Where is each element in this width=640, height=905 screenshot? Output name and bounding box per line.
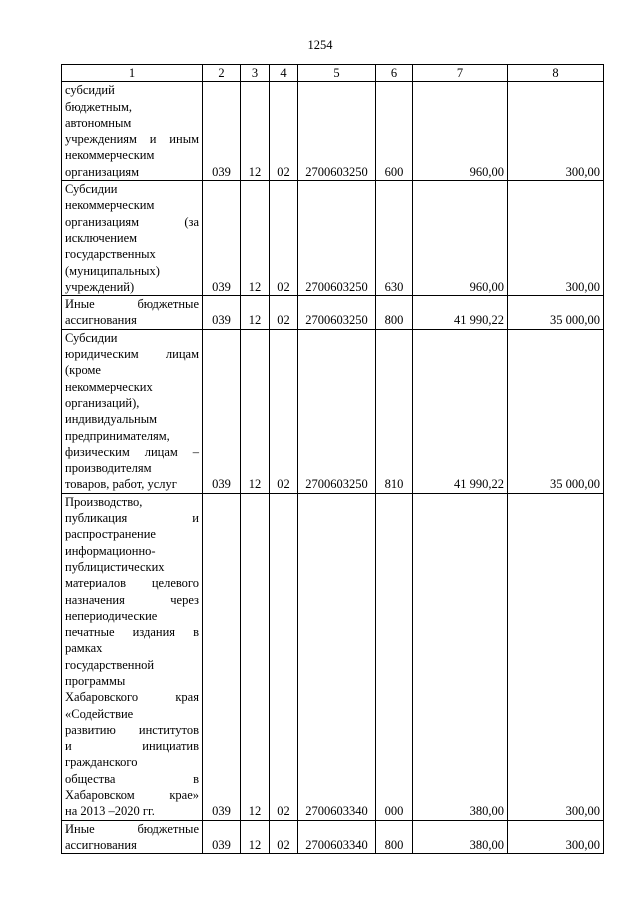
amount-approved-cell: 41 990,22 xyxy=(413,329,508,493)
row-name-line: печатные издания в xyxy=(65,625,199,640)
row-name-line: организациям xyxy=(65,164,140,179)
target-article-cell: 2700603250 xyxy=(298,181,376,296)
row-name-line: автономным xyxy=(65,115,132,130)
gov-code-cell: 039 xyxy=(203,820,241,854)
row-name-line: «Содействие xyxy=(65,706,134,721)
header-cell: 8 xyxy=(508,65,604,82)
row-name-line: производителям xyxy=(65,461,152,476)
row-name-line: предпринимателям, xyxy=(65,428,170,443)
row-name-line: субсидий xyxy=(65,83,115,98)
header-row xyxy=(62,65,604,82)
gov-code-cell: 039 xyxy=(203,493,241,820)
row-name-line: учреждениям и иным xyxy=(65,132,199,147)
row-name-line: организаций), xyxy=(65,395,140,410)
row-name-line: исключением xyxy=(65,230,138,245)
table-row xyxy=(62,82,604,181)
subsection-cell: 02 xyxy=(270,329,298,493)
row-name-line: ассигнования xyxy=(65,837,137,852)
section-cell: 12 xyxy=(241,82,270,181)
target-article-cell: 2700603340 xyxy=(298,820,376,854)
target-article-cell: 2700603340 xyxy=(298,493,376,820)
expense-type-cell: 800 xyxy=(376,296,413,330)
row-name-line: информационно- xyxy=(65,543,156,558)
header-cell: 5 xyxy=(298,65,376,82)
section-cell: 12 xyxy=(241,181,270,296)
amount-executed-cell: 300,00 xyxy=(508,493,604,820)
subsection-cell: 02 xyxy=(270,181,298,296)
section-cell: 12 xyxy=(241,296,270,330)
target-article-cell: 2700603250 xyxy=(298,329,376,493)
section-cell: 12 xyxy=(241,820,270,854)
row-name-line: (кроме xyxy=(65,363,101,378)
row-name-line: назначения через xyxy=(65,592,199,607)
row-name-cell xyxy=(62,181,203,296)
row-name-line: на 2013 –2020 гг. xyxy=(65,804,155,819)
row-name-line: Субсидии xyxy=(65,182,118,197)
row-name-line: физическим лицам – xyxy=(65,444,199,459)
row-name-cell xyxy=(62,82,203,181)
amount-executed-cell: 35 000,00 xyxy=(508,329,604,493)
amount-approved-cell: 380,00 xyxy=(413,820,508,854)
amount-executed-cell: 300,00 xyxy=(508,820,604,854)
header-cell: 7 xyxy=(413,65,508,82)
expense-type-cell: 630 xyxy=(376,181,413,296)
row-name-line: некоммерческим xyxy=(65,198,155,213)
subsection-cell: 02 xyxy=(270,82,298,181)
budget-table xyxy=(61,64,604,854)
expense-type-cell: 810 xyxy=(376,329,413,493)
row-name-line: Хабаровского края xyxy=(65,690,199,705)
row-name-line: публицистических xyxy=(65,559,165,574)
expense-type-cell: 800 xyxy=(376,820,413,854)
row-name-line: организациям (за xyxy=(65,214,199,229)
row-name-line: и инициатив xyxy=(65,739,199,754)
header-cell: 4 xyxy=(270,65,298,82)
header-cell: 1 xyxy=(62,65,203,82)
page-number: 1254 xyxy=(307,38,333,52)
row-name-line: Производство, xyxy=(65,494,143,509)
row-name-line: некоммерческих xyxy=(65,379,153,394)
gov-code-cell: 039 xyxy=(203,181,241,296)
table-row xyxy=(62,296,604,330)
table-row xyxy=(62,181,604,296)
table-row xyxy=(62,820,604,854)
row-name-line: (муниципальных) xyxy=(65,263,160,278)
subsection-cell: 02 xyxy=(270,493,298,820)
section-cell: 12 xyxy=(241,329,270,493)
header-cell: 3 xyxy=(241,65,270,82)
row-name-line: юридическим лицам xyxy=(65,347,199,362)
row-name-line: публикация и xyxy=(65,511,199,526)
row-name-line: государственной xyxy=(65,657,155,672)
amount-approved-cell: 380,00 xyxy=(413,493,508,820)
expense-type-cell: 000 xyxy=(376,493,413,820)
amount-executed-cell: 35 000,00 xyxy=(508,296,604,330)
table-row xyxy=(62,329,604,493)
row-name-line: учреждений) xyxy=(65,279,135,294)
expense-type-cell: 600 xyxy=(376,82,413,181)
target-article-cell: 2700603250 xyxy=(298,296,376,330)
subsection-cell: 02 xyxy=(270,820,298,854)
row-name-cell xyxy=(62,296,203,330)
row-name-line: Иные бюджетные xyxy=(65,297,199,312)
row-name-line: ассигнования xyxy=(65,313,137,328)
amount-approved-cell: 960,00 xyxy=(413,82,508,181)
gov-code-cell: 039 xyxy=(203,329,241,493)
row-name-line: товаров, работ, услуг xyxy=(65,477,177,492)
target-article-cell: 2700603250 xyxy=(298,82,376,181)
row-name-line: непериодические xyxy=(65,608,158,623)
row-name-line: некоммерческим xyxy=(65,148,155,163)
row-name-cell xyxy=(62,493,203,820)
section-cell: 12 xyxy=(241,493,270,820)
table-row xyxy=(62,493,604,820)
row-name-line: общества в xyxy=(65,771,199,786)
row-name-line: гражданского xyxy=(65,755,138,770)
row-name-line: рамках xyxy=(65,641,103,656)
amount-approved-cell: 41 990,22 xyxy=(413,296,508,330)
gov-code-cell: 039 xyxy=(203,296,241,330)
header-cell: 6 xyxy=(376,65,413,82)
gov-code-cell: 039 xyxy=(203,82,241,181)
amount-executed-cell: 300,00 xyxy=(508,82,604,181)
amount-executed-cell: 300,00 xyxy=(508,181,604,296)
row-name-line: бюджетным, xyxy=(65,99,133,114)
row-name-line: распространение xyxy=(65,527,156,542)
subsection-cell: 02 xyxy=(270,296,298,330)
row-name-cell xyxy=(62,820,203,854)
row-name-line: материалов целевого xyxy=(65,576,199,591)
header-cell: 2 xyxy=(203,65,241,82)
row-name-line: Субсидии xyxy=(65,330,118,345)
row-name-line: Иные бюджетные xyxy=(65,821,199,836)
row-name-line: развитию институтов xyxy=(65,722,199,737)
row-name-line: государственных xyxy=(65,247,156,262)
row-name-cell xyxy=(62,329,203,493)
amount-approved-cell: 960,00 xyxy=(413,181,508,296)
row-name-line: Хабаровском крае» xyxy=(65,788,199,803)
row-name-line: программы xyxy=(65,673,126,688)
row-name-line: индивидуальным xyxy=(65,412,158,427)
